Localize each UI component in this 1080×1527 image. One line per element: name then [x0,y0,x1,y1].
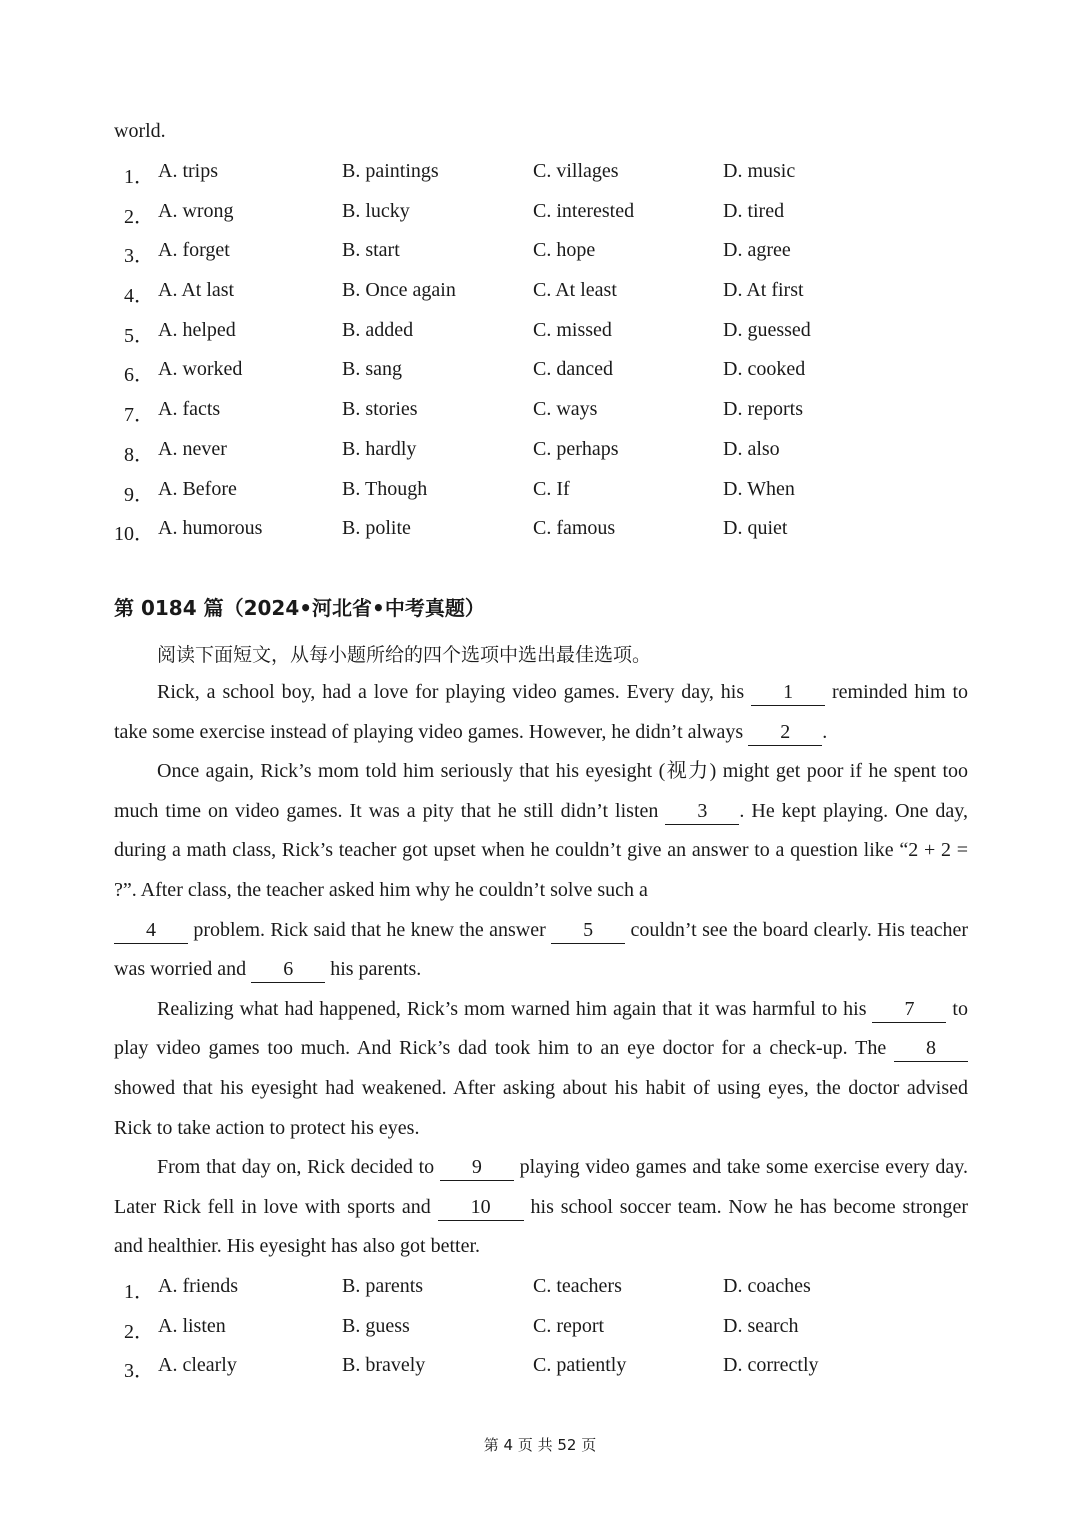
option-a: A. forget [158,239,230,262]
options-list-previous [114,160,968,557]
blank-2: 2 [748,719,822,746]
blank-8: 8 [894,1035,968,1062]
blank-9: 9 [440,1154,514,1181]
option-d: D. quiet [723,517,788,540]
text-run: to play video games too much. And Rick’s dad took him to an eye doctor for a check-up. The [114,997,968,1060]
option-row [114,279,968,319]
page-footer: 第 4 页 共 52 页 [483,1436,597,1454]
option-b: B. lucky [342,199,410,222]
option-row [114,160,968,200]
option-b: B. hardly [342,437,417,460]
text-run: his school soccer team. Now he has become stronger and healthier. His eyesight has also got better. [114,1195,968,1258]
question-number: 2． [124,1320,154,1343]
option-d: D. When [723,477,795,500]
blank-5: 5 [551,917,625,944]
option-row [114,478,968,518]
text-run: . [822,720,828,743]
option-c: C. perhaps [533,437,619,460]
option-a: A. clearly [158,1354,237,1377]
blank-3: 3 [665,798,739,825]
option-c: C. report [533,1314,605,1337]
option-c: C. danced [533,358,613,381]
option-d: D. At first [723,279,804,302]
text-run: couldn’t see the board clearly. His teacher was worried and [114,918,968,981]
option-d: D. tired [723,199,785,222]
option-b: B. Though [342,477,428,500]
text-run: problem. Rick said that he knew the answer [188,918,552,941]
question-number: 3． [124,1360,154,1383]
text-run: Rick, a school boy, had a love for playing video games. Every day, his [157,681,752,703]
option-a: A. friends [158,1275,238,1297]
option-row [114,200,968,240]
option-d: D. reports [723,398,803,421]
option-b: B. polite [342,517,411,540]
option-d: D. coaches [723,1275,811,1297]
instruction-text: 阅读下面短文，从每小题所给的四个选项中选出最佳选项。 [157,644,652,666]
option-c: C. ways [533,398,598,421]
question-number: 8． [124,443,154,466]
option-a: A. helped [158,318,236,341]
option-row [114,1275,968,1315]
option-a: A. wrong [158,199,234,222]
text-run: From that day on, Rick decided to [157,1156,440,1179]
option-a: A. facts [158,398,221,421]
question-number: 9． [124,483,154,506]
text-run: his parents. [325,958,422,981]
blank-10: 10 [438,1194,524,1221]
option-c: C. patiently [533,1354,627,1377]
option-b: B. bravely [342,1354,426,1377]
option-c: C. famous [533,517,616,540]
option-d: D. music [723,160,796,182]
text-fragment: world. [114,120,166,142]
option-row [114,1315,968,1355]
option-row [114,319,968,359]
option-c: C. At least [533,279,617,302]
option-row [114,358,968,398]
option-row [114,1354,968,1394]
option-a: A. humorous [158,517,263,540]
option-d: D. correctly [723,1354,819,1377]
text-run: Realizing what had happened, Rick’s mom warned him again that it was harmful to his [157,997,873,1020]
question-number: 5． [124,324,154,347]
option-row [114,517,968,557]
blank-6: 6 [251,956,325,983]
section-title: 第 0184 篇（2024•河北省•中考真题） [114,596,485,620]
option-a: A. trips [158,160,218,182]
option-c: C. missed [533,318,612,341]
question-number: 2． [124,205,154,228]
option-a: A. At last [158,279,235,302]
question-number: 7． [124,404,154,427]
text-run: playing video games and take some exercise every day. Later Rick fell in love with sports and [114,1156,968,1218]
blank-1: 1 [751,679,825,706]
text-run: showed that his eyesight had weakened. After asking about his habit of using eyes, the doctor advised Rick to take action to protect his eyes. [114,1076,968,1139]
question-number: 1． [124,1281,154,1303]
option-d: D. guessed [723,318,811,341]
question-number: 6． [124,364,154,387]
question-number: 3． [124,245,154,268]
option-c: C. villages [533,160,619,182]
option-row [114,239,968,279]
option-c: C. teachers [533,1275,622,1297]
question-number: 10． [114,523,154,546]
question-number: 4． [124,285,154,308]
option-d: D. agree [723,239,791,262]
option-c: C. interested [533,199,635,222]
cloze-passage [114,673,968,1267]
option-b: B. parents [342,1275,424,1297]
option-c: C. hope [533,239,596,262]
option-b: B. guess [342,1314,410,1337]
paragraph-3 [114,990,968,1148]
question-number: 1． [124,166,154,188]
option-a: A. listen [158,1314,226,1337]
option-b: B. stories [342,398,418,421]
option-row [114,438,968,478]
option-d: D. search [723,1314,799,1337]
option-a: A. worked [158,358,243,381]
option-d: D. cooked [723,358,806,381]
option-b: B. paintings [342,160,439,182]
paragraph-1 [114,673,968,752]
paragraph-2 [114,752,968,990]
text-run: Once again, Rick’s mom told him seriously that his eyesight (视力) might get poor if he spent too much time on video games. It was a pity that he still didn’t listen [114,760,968,822]
option-a: A. never [158,437,227,460]
option-b: B. added [342,318,414,341]
option-d: D. also [723,437,780,460]
option-b: B. sang [342,358,402,381]
option-b: B. start [342,239,400,262]
options-list-current [114,1275,968,1394]
blank-4: 4 [114,917,188,944]
option-a: A. Before [158,477,237,500]
option-row [114,398,968,438]
blank-7: 7 [872,996,946,1023]
option-b: B. Once again [342,279,456,302]
option-c: C. If [533,477,570,500]
text-run: . He kept playing. One day, during a math class, Rick’s teacher got upset when he couldn’t give an answer to a question like “2 + 2 = ?”. After class, the teacher asked him why he couldn’t solve such a [114,799,968,901]
paragraph-4 [114,1148,968,1267]
text-run: reminded him to take some exercise instead of playing video games. However, he didn’t always [114,681,969,743]
